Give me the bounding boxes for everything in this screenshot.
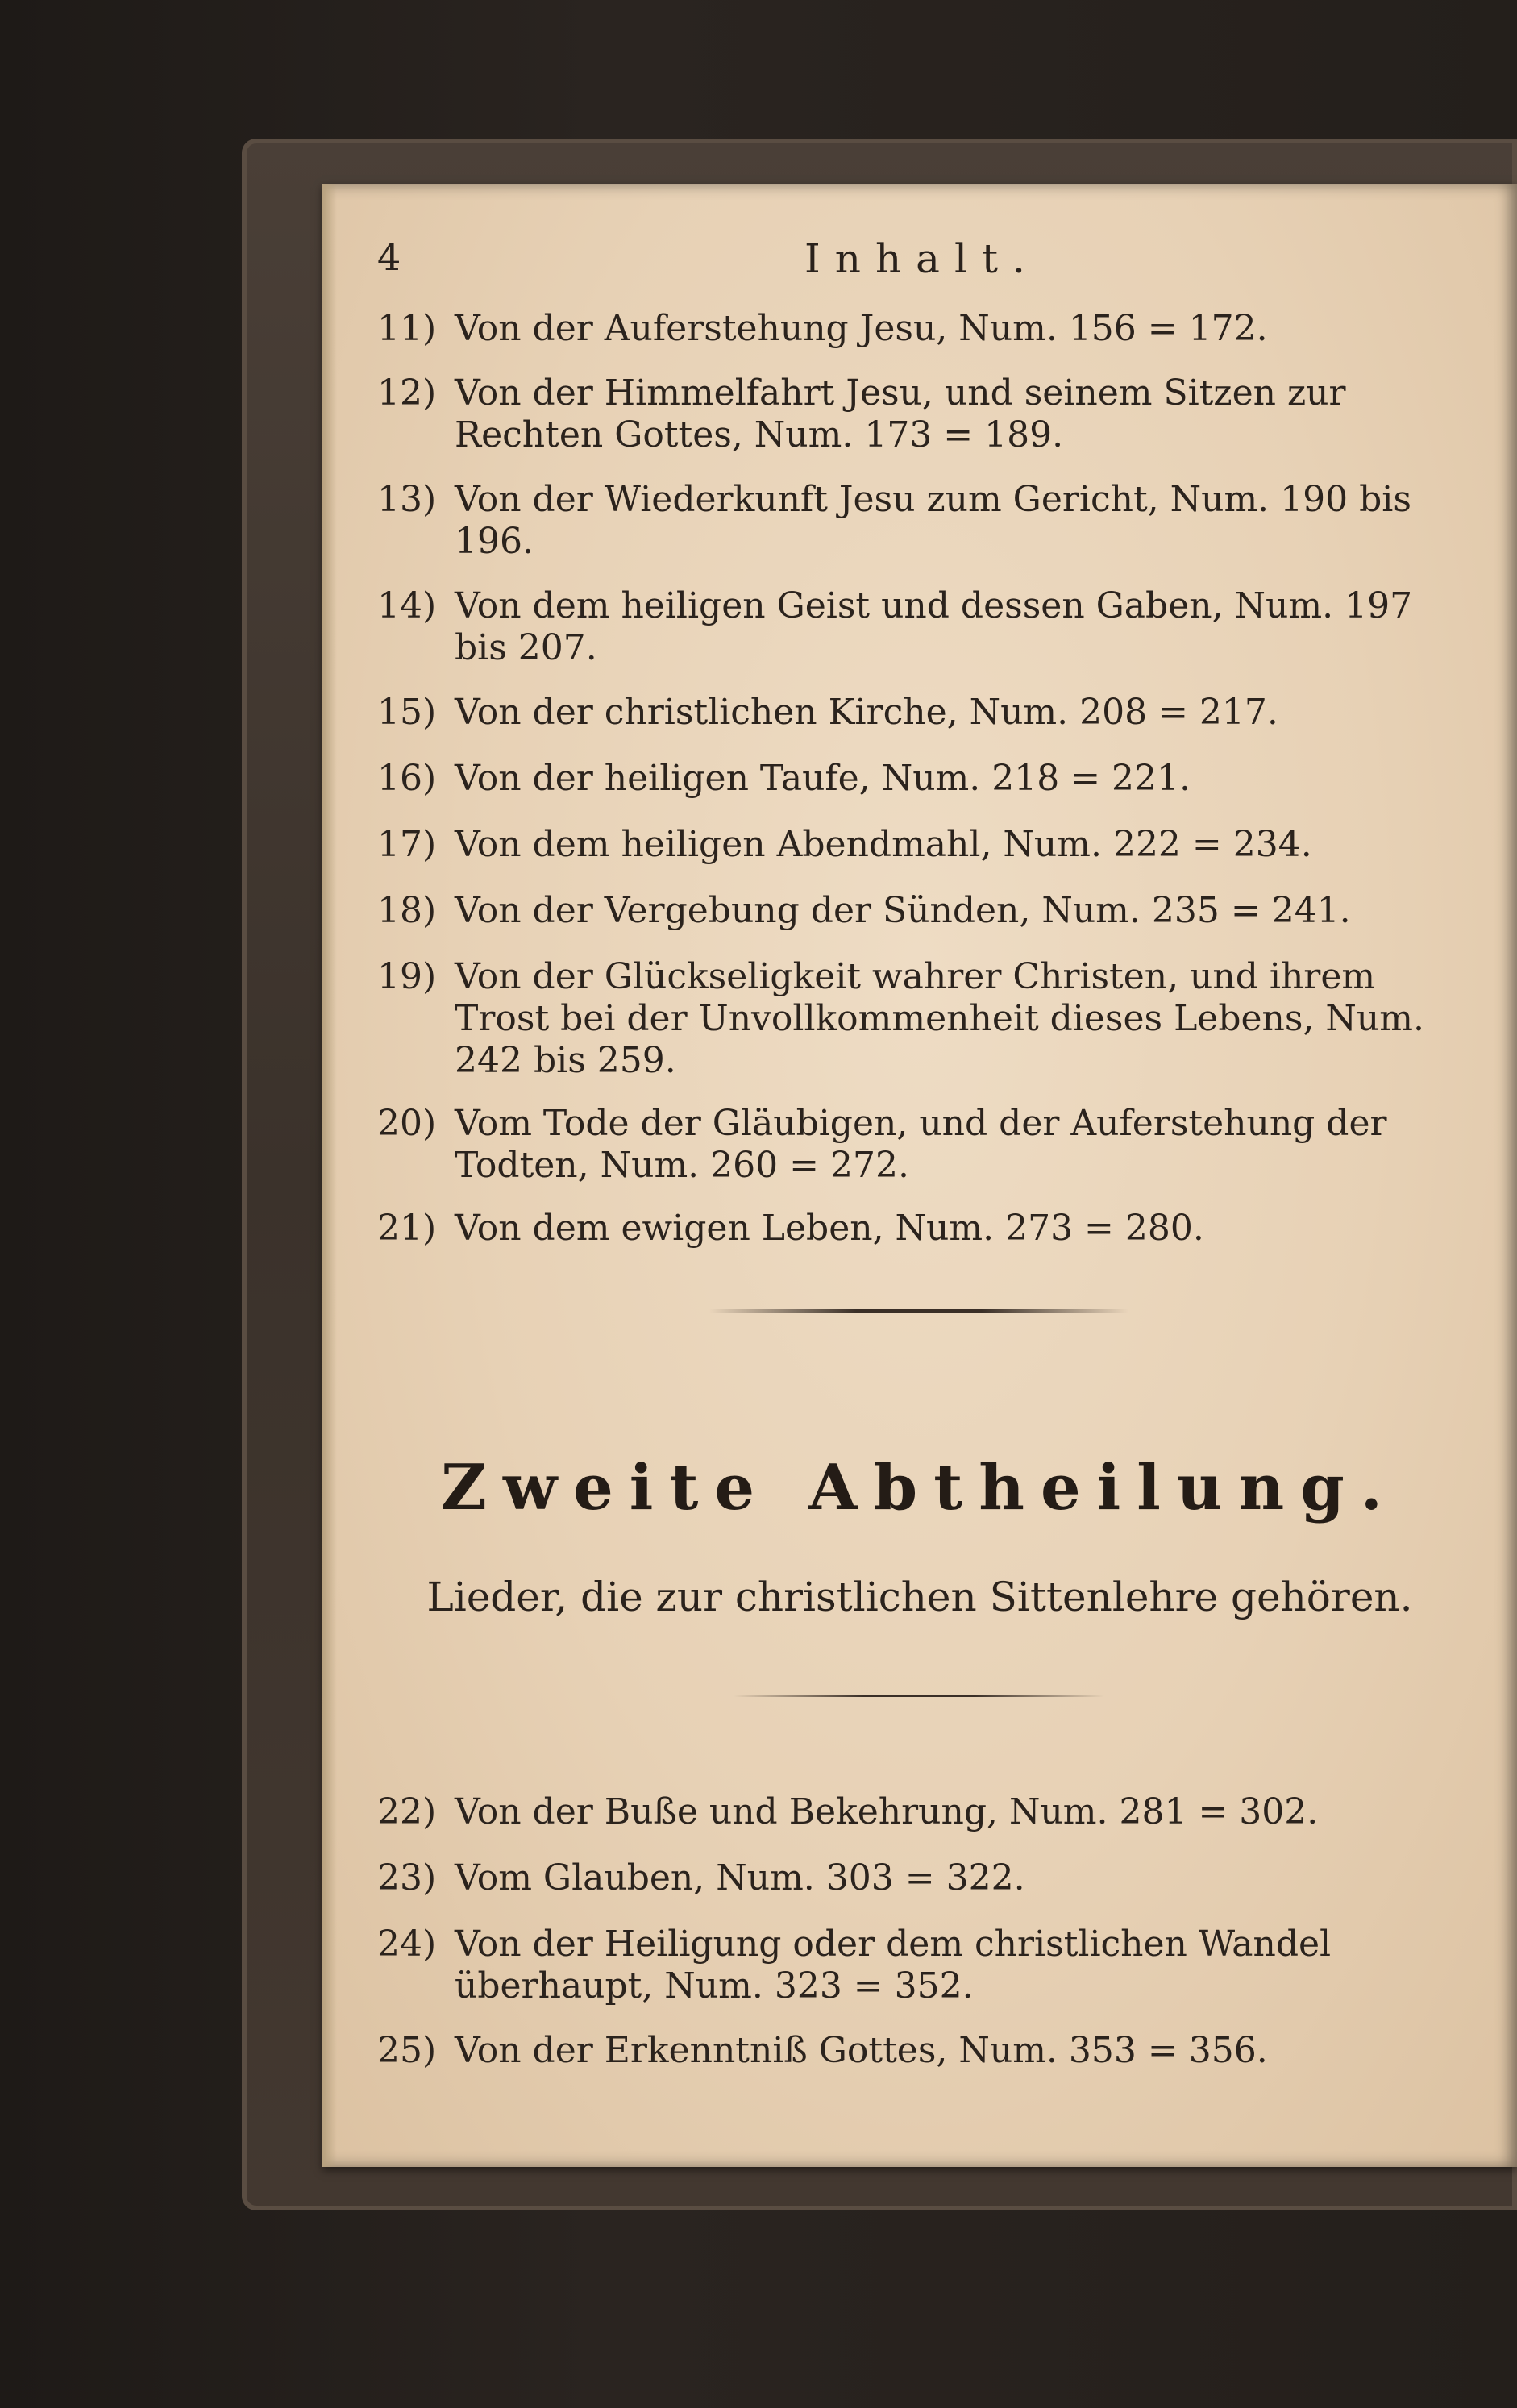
toc-entry [377,890,1449,932]
page-header [377,235,1425,292]
toc-entry [377,1923,1449,2007]
toc-entry-text: Von dem heiligen Abendmahl, Num. 222 = 234. [455,824,1312,865]
toc-entry-number: 16) [377,758,437,799]
toc-entry-text: Von dem ewigen Leben, Num. 273 = 280. [455,1208,1204,1249]
toc-entry-number: 23) [377,1857,437,1899]
toc-entry [377,372,1449,456]
toc-entry [377,1208,1449,1250]
toc-entry-number: 21) [377,1208,437,1249]
toc-entry [377,479,1449,563]
toc-entry-text: Von der Glückseligkeit wahrer Christen, und ihrem Trost bei der Unvollkommenheit dieses Lebens, Num. 242 bis 259. [455,956,1424,1081]
toc-entry [377,1791,1449,1833]
toc-entry-text: Von der Vergebung der Sünden, Num. 235 = 241. [455,890,1351,931]
toc-entry-text: Von der Auferstehung Jesu, Num. 156 = 172. [455,308,1268,349]
toc-entry-number: 17) [377,824,437,865]
page-gutter-stain [322,184,337,2167]
toc-entry-number: 14) [377,585,437,626]
page-number: 4 [377,235,401,279]
toc-entry [377,2030,1449,2072]
toc-entry-text: Von der christlichen Kirche, Num. 208 = 217. [455,692,1278,733]
toc-entry [377,824,1449,866]
toc-entry [377,1857,1449,1899]
toc-list-part1 [377,308,1449,1250]
toc-entry-number: 12) [377,372,437,414]
toc-entry-text: Von der Wiederkunft Jesu zum Gericht, Num. 190 bis 196. [455,479,1411,562]
toc-entry-text: Von der Buße und Bekehrung, Num. 281 = 302. [455,1791,1319,1832]
toc-entry-text: Vom Tode der Gläubigen, und der Auferstehung der Todten, Num. 260 = 272. [455,1103,1387,1186]
toc-entry-text: Von der heiligen Taufe, Num. 218 = 221. [455,758,1191,799]
toc-entry [377,1103,1449,1187]
toc-entry-number: 24) [377,1923,437,1965]
toc-entry-number: 11) [377,308,437,349]
toc-entry [377,308,1449,350]
ornamental-rule [709,1309,1128,1313]
toc-entry-number: 15) [377,692,437,733]
toc-entry-number: 18) [377,890,437,931]
toc-entry-number: 25) [377,2030,437,2071]
toc-entry [377,956,1449,1082]
toc-entry-number: 20) [377,1103,437,1144]
toc-entry-number: 22) [377,1791,437,1832]
running-title: Inhalt. [804,235,1040,282]
toc-entry-text: Von der Himmelfahrt Jesu, und seinem Sitzen zur Rechten Gottes, Num. 173 = 189. [455,372,1346,455]
section-rule [734,1695,1104,1697]
toc-entry [377,585,1449,669]
toc-entry-number: 13) [377,479,437,520]
section-title: Zweite Abtheilung. [441,1451,1399,1524]
toc-entry-number: 19) [377,956,437,997]
section-subtitle: Lieder, die zur christlichen Sittenlehre gehören. [426,1574,1413,1620]
toc-list-part2 [377,1791,1449,2072]
toc-entry [377,758,1449,800]
toc-entry-text: Von dem heiligen Geist und dessen Gaben, Num. 197 bis 207. [455,585,1413,668]
toc-entry-text: Von der Erkenntniß Gottes, Num. 353 = 356. [455,2030,1268,2071]
toc-entry-text: Vom Glauben, Num. 303 = 322. [455,1857,1025,1899]
toc-entry-text: Von der Heiligung oder dem christlichen Wandel überhaupt, Num. 323 = 352. [455,1923,1332,2007]
toc-entry [377,692,1449,734]
